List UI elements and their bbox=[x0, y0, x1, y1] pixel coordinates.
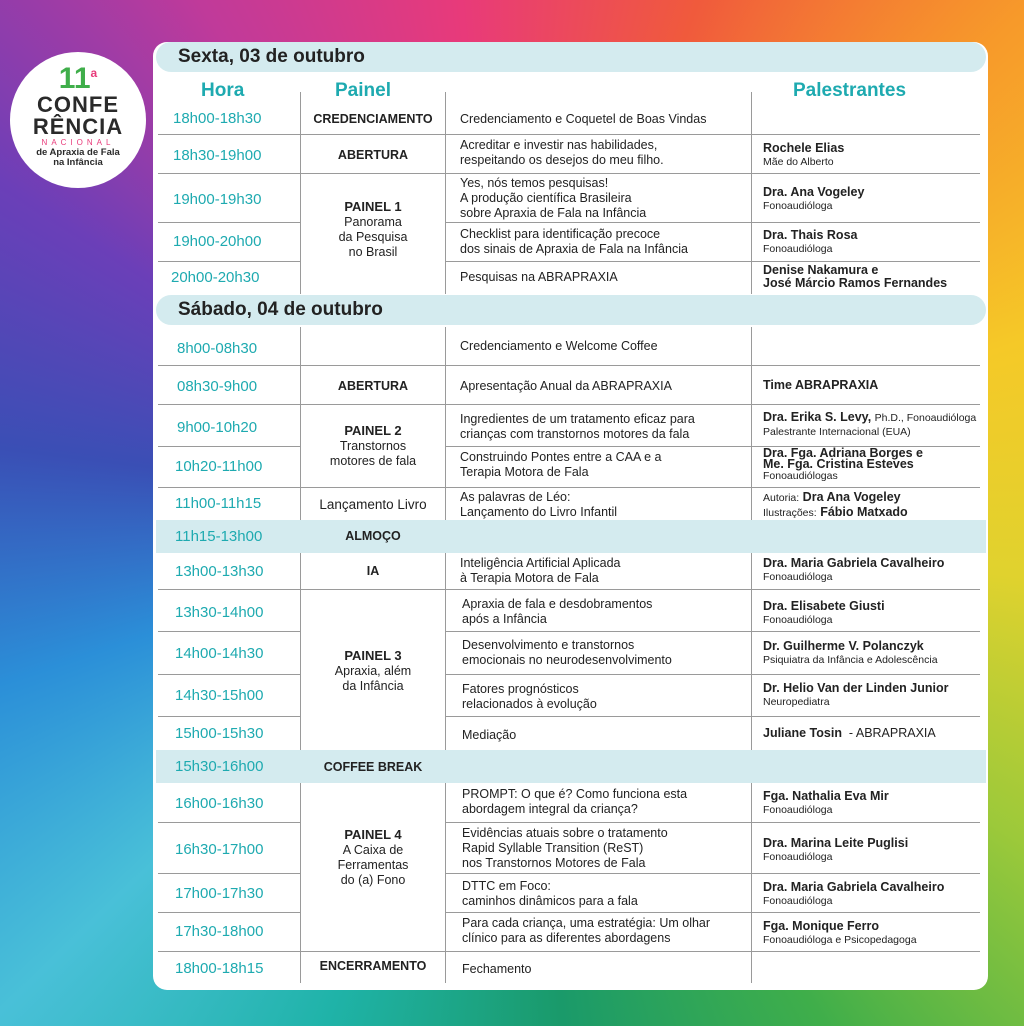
speaker-r19: Dra. Marina Leite Puglisi Fonoaudióloga bbox=[763, 836, 909, 863]
time-r4: 19h00-20h00 bbox=[173, 233, 262, 250]
panel-3: PAINEL 3 Apraxia, além da Infância bbox=[334, 648, 412, 693]
speaker-r18: Fga. Nathalia Eva Mir Fonoaudióloga bbox=[763, 789, 889, 816]
desc-r16: Mediação bbox=[462, 728, 517, 742]
logo-sub-2: na Infância bbox=[53, 157, 103, 168]
time-r7: 08h30-9h00 bbox=[177, 378, 258, 395]
speaker-r15: Dr. Helio Van der Linden Junior Neuropediatra bbox=[763, 681, 949, 708]
panel-abertura-1: ABERTURA bbox=[337, 148, 409, 162]
desc-r10: As palavras de Léo: Lançamento do Livro Infantil bbox=[460, 490, 618, 519]
logo-number: 11$^a$ bbox=[58, 62, 98, 95]
time-r14: 14h00-14h30 bbox=[175, 645, 264, 662]
panel-ia: IA bbox=[366, 564, 380, 578]
day-header-friday: Sexta, 03 de outubro bbox=[156, 42, 986, 72]
desc-r13: Apraxia de fala e desdobramentos após a Infância bbox=[462, 597, 653, 626]
time-r18: 16h00-16h30 bbox=[175, 795, 264, 812]
speaker-r4: Dra. Thais Rosa Fonoaudióloga bbox=[763, 228, 858, 255]
logo-word-1: CONFE bbox=[37, 92, 119, 117]
desc-r9: Construindo Pontes entre a CAA e a Terapia Motora de Fala bbox=[460, 450, 662, 479]
time-r2: 18h30-19h00 bbox=[173, 147, 262, 164]
logo-nacional: NACIONAL bbox=[41, 138, 115, 147]
panel-coffee-break: COFFEE BREAK bbox=[323, 760, 423, 774]
lunch-band bbox=[156, 520, 986, 553]
desc-r3: Yes, nós temos pesquisas! A produção científica Brasileira sobre Apraxia de Fala na Infância bbox=[460, 176, 647, 220]
header-hora: Hora bbox=[201, 80, 245, 101]
speaker-r20: Dra. Maria Gabriela Cavalheiro Fonoaudióloga bbox=[763, 880, 945, 907]
desc-r8: Ingredientes de um tratamento eficaz para crianças com transtornos motores da fala bbox=[460, 412, 695, 441]
desc-r21: Para cada criança, uma estratégia: Um olhar clínico para as diferentes abordagens bbox=[462, 916, 711, 945]
day-header-saturday: Sábado, 04 de outubro bbox=[156, 295, 986, 325]
logo-sub-1: de Apraxia de Fala bbox=[36, 147, 120, 158]
panel-almoco: ALMOÇO bbox=[345, 529, 401, 543]
desc-r6: Credenciamento e Welcome Coffee bbox=[460, 339, 658, 353]
panel-encerramento: ENCERRAMENTO bbox=[319, 959, 427, 973]
desc-r18: PROMPT: O que é? Como funciona esta abordagem integral da criança? bbox=[462, 787, 688, 816]
time-r13: 13h30-14h00 bbox=[175, 604, 264, 621]
desc-r15: Fatores prognósticos relacionados à evolução bbox=[462, 682, 597, 711]
desc-r1: Credenciamento e Coquetel de Boas Vindas bbox=[460, 112, 707, 126]
time-r3: 19h00-19h30 bbox=[173, 191, 262, 208]
time-r11: 11h15-13h00 bbox=[175, 528, 263, 545]
desc-r12: Inteligência Artificial Aplicada à Terapia Motora de Fala bbox=[460, 556, 621, 585]
speaker-r10: Autoria: Dra Ana Vogeley Ilustrações: Fábio Matxado bbox=[763, 490, 908, 519]
time-r17: 15h30-16h00 bbox=[175, 758, 264, 775]
schedule-card bbox=[153, 42, 988, 990]
desc-r22: Fechamento bbox=[462, 962, 532, 976]
time-r22: 18h00-18h15 bbox=[175, 960, 264, 977]
time-r8: 9h00-10h20 bbox=[177, 419, 258, 436]
speaker-r5: Denise Nakamura e José Márcio Ramos Fernandes bbox=[763, 263, 948, 290]
panel-4: PAINEL 4 A Caixa de Ferramentas do (a) Fono bbox=[337, 827, 409, 887]
speaker-r7: Time ABRAPRAXIA bbox=[763, 378, 879, 392]
time-r5: 20h00-20h30 bbox=[171, 269, 260, 286]
time-r9: 10h20-11h00 bbox=[175, 458, 263, 475]
time-r19: 16h30-17h00 bbox=[175, 841, 264, 858]
desc-r19: Evidências atuais sobre o tratamento Rapid Syllable Transition (ReST) nos Transtornos Motores de Fala bbox=[462, 826, 668, 870]
speaker-r8: Dra. Erika S. Levy, Ph.D., Fonoaudióloga Palestrante Internacional (EUA) bbox=[763, 410, 977, 438]
time-r10: 11h00-11h15 bbox=[175, 495, 262, 512]
desc-r14: Desenvolvimento e transtornos emocionais no neurodesenvolvimento bbox=[462, 638, 672, 667]
desc-r20: DTTC em Foco: caminhos dinâmicos para a fala bbox=[462, 879, 638, 908]
desc-r4: Checklist para identificação precoce dos sinais de Apraxia de Fala na Infância bbox=[460, 227, 688, 256]
time-r12: 13h00-13h30 bbox=[175, 563, 264, 580]
speaker-r9: Dra. Fga. Adriana Borges e Me. Fga. Cristina Esteves Fonoaudiólogas bbox=[763, 446, 923, 482]
speaker-r21: Fga. Monique Ferro Fonoaudióloga e Psicopedagoga bbox=[763, 919, 917, 946]
panel-2: PAINEL 2 Transtornos motores de fala bbox=[329, 423, 417, 468]
header-palestrantes: Palestrantes bbox=[793, 80, 907, 101]
speaker-r14: Dr. Guilherme V. Polanczyk Psiquiatra da Infância e Adolescência bbox=[763, 639, 938, 666]
time-r21: 17h30-18h00 bbox=[175, 923, 264, 940]
header-painel: Painel bbox=[335, 80, 391, 101]
panel-1: PAINEL 1 Panorama da Pesquisa no Brasil bbox=[338, 199, 408, 259]
panel-credenciamento: CREDENCIAMENTO bbox=[313, 112, 433, 126]
coffee-band bbox=[156, 750, 986, 783]
time-r6: 8h00-08h30 bbox=[177, 340, 258, 357]
panel-lancamento: Lançamento Livro bbox=[319, 497, 427, 512]
time-r15: 14h30-15h00 bbox=[175, 687, 264, 704]
speaker-r13: Dra. Elisabete Giusti Fonoaudióloga bbox=[763, 599, 885, 626]
time-r1: 18h00-18h30 bbox=[173, 110, 262, 127]
time-r20: 17h00-17h30 bbox=[175, 885, 264, 902]
speaker-r3: Dra. Ana Vogeley Fonoaudióloga bbox=[763, 185, 865, 212]
speaker-r2: Rochele Elias Mãe do Alberto bbox=[763, 141, 845, 168]
time-r16: 15h00-15h30 bbox=[175, 725, 264, 742]
speaker-r12: Dra. Maria Gabriela Cavalheiro Fonoaudióloga bbox=[763, 556, 945, 583]
desc-r5: Pesquisas na ABRAPRAXIA bbox=[460, 270, 618, 284]
conference-logo bbox=[10, 52, 146, 188]
panel-abertura-2: ABERTURA bbox=[337, 379, 409, 393]
desc-r7: Apresentação Anual da ABRAPRAXIA bbox=[460, 379, 672, 393]
speaker-r16: Juliane Tosin - ABRAPRAXIA bbox=[763, 726, 936, 740]
logo-word-2: RÊNCIA bbox=[32, 114, 124, 139]
desc-r2: Acreditar e investir nas habilidades, respeitando os desejos do meu filho. bbox=[460, 138, 664, 167]
